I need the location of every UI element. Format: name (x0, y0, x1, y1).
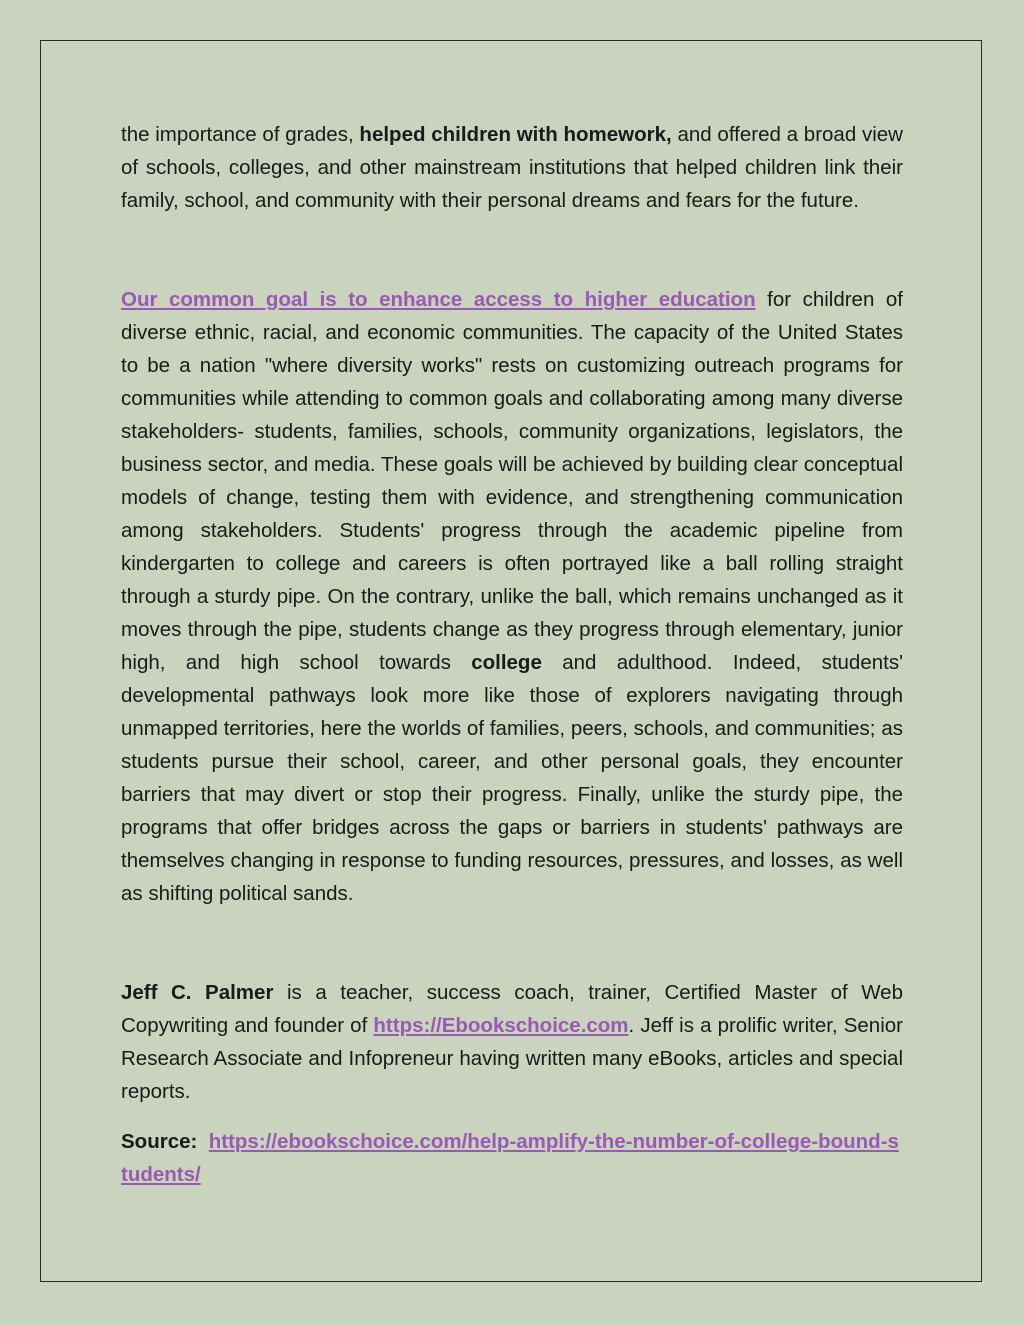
website-link[interactable]: https://Ebookschoice.com (373, 1014, 629, 1037)
paragraph-goal (121, 283, 903, 910)
source-label: Source: (121, 1130, 198, 1153)
paragraph-intro (121, 118, 903, 217)
source-link[interactable]: https://ebookschoice.com/help-amplify-the-number-of-college-bound-students/ (121, 1130, 899, 1186)
paragraph-text: for children of diverse ethnic, racial, and economic communities. The capacity of the United States to be a nation "where diversity works" rests on customizing outreach programs for communities while attending to common goals and collaborating among many diverse stakeholders- students, families, schools, community organizations, legislators, the business sector, and media. These goals will be achieved by building clear conceptual models of change, testing them with evidence, and strengthening communication among stakeholders. Students' progress through the academic pipeline from kindergarten to college and careers is often portrayed like a ball rolling straight through a sturdy pipe. On the contrary, unlike the ball, which remains unchanged as it moves through the pipe, students change as they progress through elementary, junior high, and high school towards (121, 288, 903, 674)
author-bio (121, 976, 903, 1108)
paragraph-text: . Jeff is a prolific writer, Senior Research Associate and Infopreneur having written many eBooks, articles and special reports. (121, 1014, 903, 1103)
paragraph-text: the importance of grades, (121, 123, 360, 146)
paragraph-text: and offered a broad view of schools, colleges, and other mainstream institutions that helped children link their family, school, and community with their personal dreams and fears for the future. (121, 123, 903, 212)
source-line (121, 1125, 903, 1191)
document-body (121, 118, 903, 1191)
paragraph-text: is a teacher, success coach, trainer, Certified Master of Web Copywriting and founder of (121, 981, 903, 1037)
bold-text: helped children with homework, (359, 123, 672, 146)
author-name: Jeff C. Palmer (121, 981, 274, 1004)
goal-link[interactable]: Our common goal is to enhance access to higher education (121, 288, 756, 311)
paragraph-text: and adulthood. Indeed, students' developmental pathways look more like those of explorers navigating through unmapped territories, here the worlds of families, peers, schools, and communities; as students pursue their school, career, and other personal goals, they encounter barriers that may divert or stop their progress. Finally, unlike the sturdy pipe, the programs that offer bridges across the gaps or barriers in students' pathways are themselves changing in response to funding resources, pressures, and losses, as well as shifting political sands. (121, 651, 904, 905)
bold-text: college (471, 651, 542, 674)
